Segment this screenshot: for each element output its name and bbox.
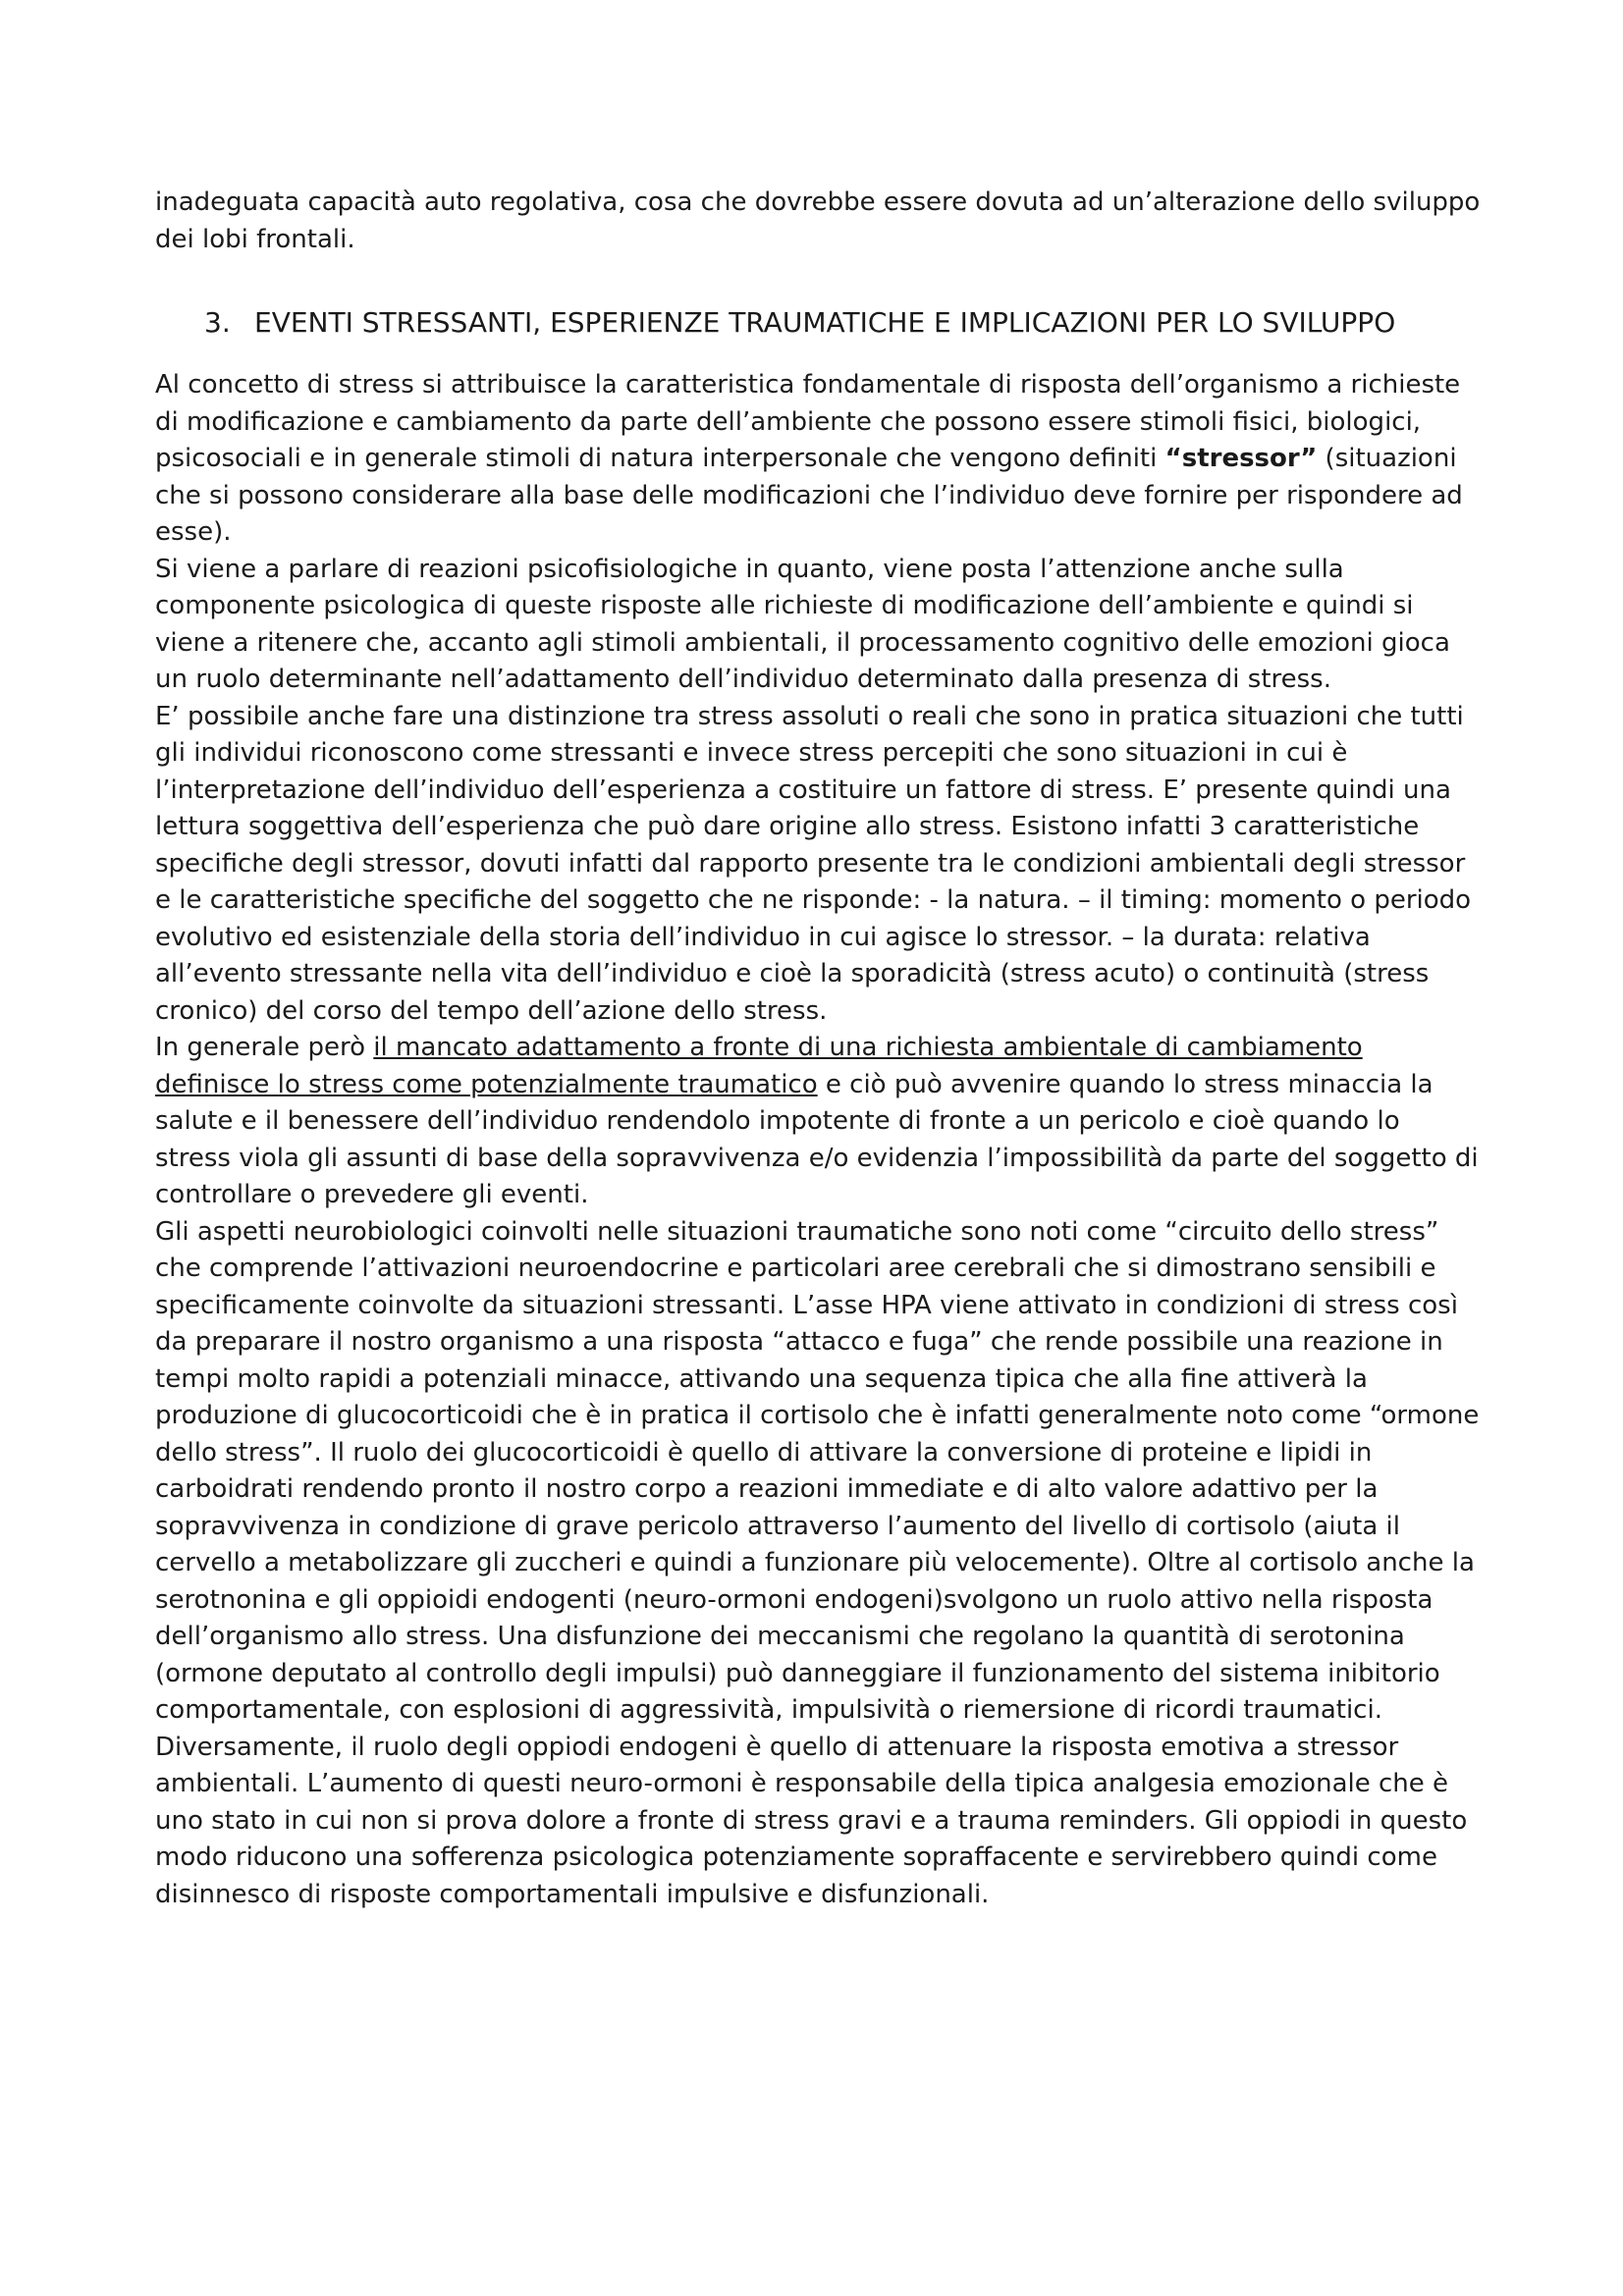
stressor-term: “stressor” xyxy=(1164,444,1318,473)
underlined-definition: il mancato adattamento a fronte di una richiesta ambientale di cambiamento definisce lo stress come potenzialmente traumatico xyxy=(155,1033,1363,1099)
paragraph-traumatic-stress xyxy=(155,1030,1481,1214)
paragraph-stress-types: E’ possibile anche fare una distinzione tra stress assoluti o reali che sono in pratica situazioni che tutti gli individui riconoscono come stressanti e invece stress percepiti che sono situazioni in cui è l’interpretazione dell’individuo dell’esperienza a costituire un fattore di stress. E’ presente quindi una lettura soggettiva dell’esperienza che può dare origine allo stress. Esistono infatti 3 caratteristiche specifiche degli stressor, dovuti infatti dal rapporto presente tra le condizioni ambientali degli stressor e le caratteristiche specifiche del soggetto che ne risponde: - la natura. – il timing: momento o periodo evolutivo ed esistenziale della storia dell’individuo in cui agisce lo stressor. – la durata: relativa all’evento stressante nella vita dell’individuo e cioè la sporadicità (stress acuto) o continuità (stress cronico) del corso del tempo dell’azione dello stress. xyxy=(155,701,1472,1026)
p4-text-after: e ciò può avvenire quando lo stress minaccia la salute e il benessere dell’individuo rendendolo impotente di fronte a un pericolo e cioè quando lo stress viola gli assunti di base della sopravvivenza e/o evidenzia l’impossibilità da parte del soggetto di controllare o prevedere gli eventi. xyxy=(155,1069,1479,1209)
section-number: 3. xyxy=(204,306,231,339)
section-title: EVENTI STRESSANTI, ESPERIENZE TRAUMATICHE E IMPLICAZIONI PER LO SVILUPPO xyxy=(254,306,1396,339)
paragraph-neurobiology: Gli aspetti neurobiologici coinvolti nelle situazioni traumatiche sono noti come “circuito dello stress” che comprende l’attivazioni neuroendocrine e particolari aree cerebrali che si dimostrano sensibili e specificamente coinvolte da situazioni stressanti. L’asse HPA viene attivato in condizioni di stress così da preparare il nostro organismo a una risposta “attacco e fuga” che rende possibile una reazione in tempi molto rapidi a potenziali minacce, attivando una sequenza tipica che alla fine attiverà la produzione di glucocorticoidi che è in pratica il cortisolo che è infatti generalmente noto come “ormone dello stress”. Il ruolo dei glucocorticoidi è quello di attivare la conversione di proteine e lipidi in carboidrati rendendo pronto il nostro corpo a reazioni immediate e di alto valore adattivo per la sopravvivenza in condizione di grave pericolo attraverso l’aumento del livello di cortisolo (aiuta il cervello a metabolizzare gli zuccheri e quindi a funzionare più velocemente). Oltre al cortisolo anche la serotnonina e gli oppioidi endogenti (neuro-ormoni endogeni)svolgono un ruolo attivo nella risposta dell’organismo allo stress. Una disfunzione dei meccanismi che regolano la quantità di serotonina (ormone deputato al controllo degli impulsi) può danneggiare il funzionamento del sistema inibitorio comportamentale, con esplosioni di aggressività, impulsività o riemersione di ricordi traumatici. Diversamente, il ruolo degli oppiodi endogeni è quello di attenuare la risposta emotiva a stressor ambientali. L’aumento di questi neuro-ormoni è responsabile della tipica analgesia emozionale che è uno stato in cui non si prova dolore a fronte di stress gravi e a trauma reminders. Gli oppiodi in questo modo riducono una sofferenza psicologica potenziamente sopraffacente e servirebbero quindi come disinnesco di risposte comportamentali impulsive e disfunzionali. xyxy=(155,1216,1480,1909)
p1-text-before: Al concetto di stress si attribuisce la caratteristica fondamentale di risposta dell’organismo a richieste di modificazione e cambiamento da parte dell’ambiente che possono essere stimoli fisici, biologici, psicosociali e in generale stimoli di natura interpersonale che vengono definiti xyxy=(155,370,1461,473)
p4-text-before: In generale però xyxy=(155,1033,374,1062)
paragraph-psychophysiological: Si viene a parlare di reazioni psicofisiologiche in quanto, viene posta l’attenzione anche sulla componente psicologica di queste risposte alle richieste di modificazione dell’ambiente e quindi si viene a ritenere che, accanto agli stimoli ambientali, il processamento cognitivo delle emozioni gioca un ruolo determinante nell’adattamento dell’individuo determinato dalla presenza di stress. xyxy=(155,554,1450,694)
document-page xyxy=(155,185,1481,1913)
p1-text-after: (situazioni che si possono considerare alla base delle modificazioni che l’individuo deve fornire per rispondere ad esse). xyxy=(155,444,1463,547)
paragraph-stress-definition xyxy=(155,367,1481,552)
section-heading xyxy=(155,304,1481,342)
intro-paragraph: inadeguata capacità auto regolativa, cosa che dovrebbe essere dovuta ad un’alterazione dello sviluppo dei lobi frontali. xyxy=(155,187,1481,254)
